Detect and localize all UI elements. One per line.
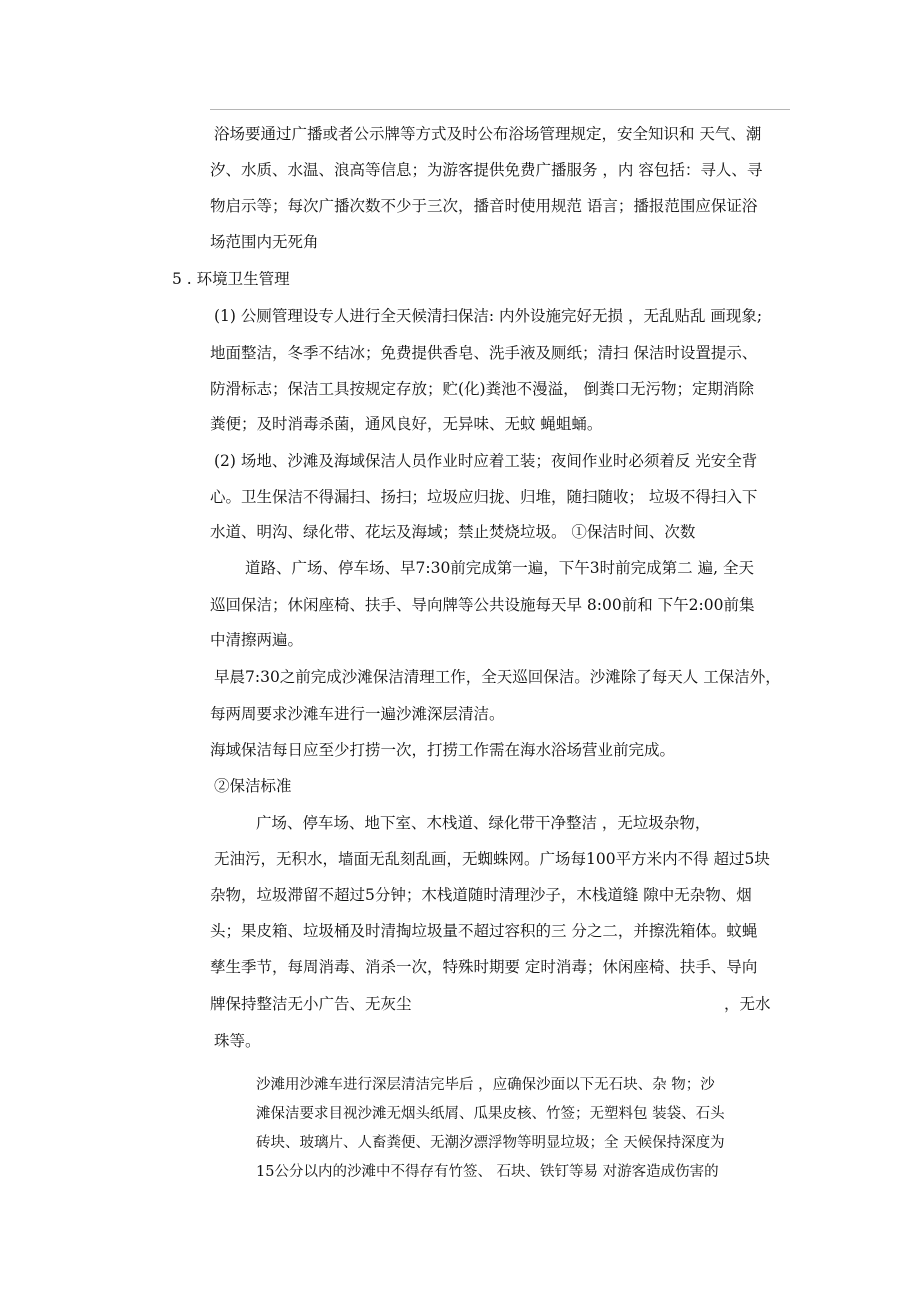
text-line: 滩保洁要求目视沙滩无烟头纸屑、瓜果皮核、竹签；无塑料包 装袋、石头 — [256, 1106, 725, 1122]
text-line: 牌保持整洁无小广告、无灰尘 — [210, 995, 412, 1013]
text-line: 海域保洁每日应至少打捞一次，打捞工作需在海水浴场营业前完成。 — [210, 741, 676, 759]
text-line: 砖块、玻璃片、人畜粪便、无潮汐漂浮物等明显垃圾；全 天候保持深度为 — [256, 1135, 725, 1151]
text-line: 场范围内无死角 — [210, 233, 319, 251]
text-line: 浴场要通过广播或者公示牌等方式及时公布浴场管理规定，安全知识和 天气、潮 — [214, 125, 762, 143]
text-line: 广场、停车场、地下室、木栈道、绿化带干净整洁 ，无垃圾杂物， — [256, 814, 711, 832]
text-line: 沙滩用沙滩车进行深层清洁完毕后 ，应确保沙面以下无石块、杂 物；沙 — [256, 1077, 715, 1093]
text-line: 孳生季节，每周消毒、消杀一次，特殊时期要 定时消毒；休闲座椅、扶手、导向 — [210, 958, 758, 976]
text-line: (1) 公厕管理设专人进行全天候清扫保洁: 内外设施完好无损 ，无乱贴乱 画现象; — [214, 307, 763, 325]
section-heading: 5 . 环境卫生管理 — [172, 270, 290, 288]
text-line: ，无水 — [724, 995, 771, 1013]
text-line: 头；果皮箱、垃圾桶及时清掏垃圾量不超过容积的三 分之二，并擦洗箱体。蚊蝇 — [210, 922, 758, 940]
text-line: 巡回保洁；休闲座椅、扶手、导向牌等公共设施每天早 8:00前和 下午2:00前集 — [210, 596, 755, 614]
text-line: (2) 场地、沙滩及海域保洁人员作业时应着工装；夜间作业时必须着反 光安全背 — [214, 452, 758, 470]
text-line: 防滑标志；保洁工具按规定存放；贮(化)粪池不漫溢， 倒粪口无污物；定期消除 — [210, 380, 755, 398]
text-line: 早晨7:30之前完成沙滩保洁清理工作，全天巡回保洁。沙滩除了每天人 工保洁外， — [214, 668, 781, 686]
header-rule — [210, 109, 790, 110]
text-line: 每两周要求沙滩车进行一遍沙滩深层清洁。 — [210, 705, 505, 723]
text-line: 15公分以内的沙滩中不得存有竹签、 石块、铁钉等易 对游客造成伤害的 — [256, 1164, 719, 1180]
text-line: 汐、水质、水温、浪高等信息；为游客提供免费广播服务 ，内 容包括：寻人、寻 — [210, 161, 763, 179]
text-line: 地面整洁，冬季不结冰；免费提供香皂、洗手液及厕纸；清扫 保洁时设置提示、 — [210, 344, 758, 362]
text-line: 物启示等；每次广播次数不少于三次，播音时使用规范 语言；播报范围应保证浴 — [210, 197, 758, 215]
text-line: 水道、明沟、绿化带、花坛及海域；禁止焚烧垃圾。 ①保洁时间、次数 — [210, 523, 696, 541]
text-line: 珠等。 — [214, 1032, 261, 1050]
text-line: 杂物，垃圾滞留不超过5分钟；木栈道随时清理沙子，木栈道缝 隙中无杂物、烟 — [210, 886, 752, 904]
text-line: 粪便；及时消毒杀菌，通风良好，无异味、无蚊 蝇蛆蛹。 — [210, 415, 603, 433]
text-line: 中清擦两遍。 — [210, 631, 304, 649]
text-line: 心。卫生保洁不得漏扫、扬扫；垃圾应归拢、归堆，随扫随收； 垃圾不得扫入下 — [210, 488, 758, 506]
text-line: 无油污，无积水，墙面无乱刻乱画，无蜘蛛网。广场每100平方米内不得 超过5块 — [214, 850, 770, 868]
text-line: 道路、广场、停车场、早7:30前完成第一遍，下午3时前完成第二 遍, 全天 — [245, 559, 754, 577]
subsection-heading: ②保洁标准 — [214, 777, 292, 795]
